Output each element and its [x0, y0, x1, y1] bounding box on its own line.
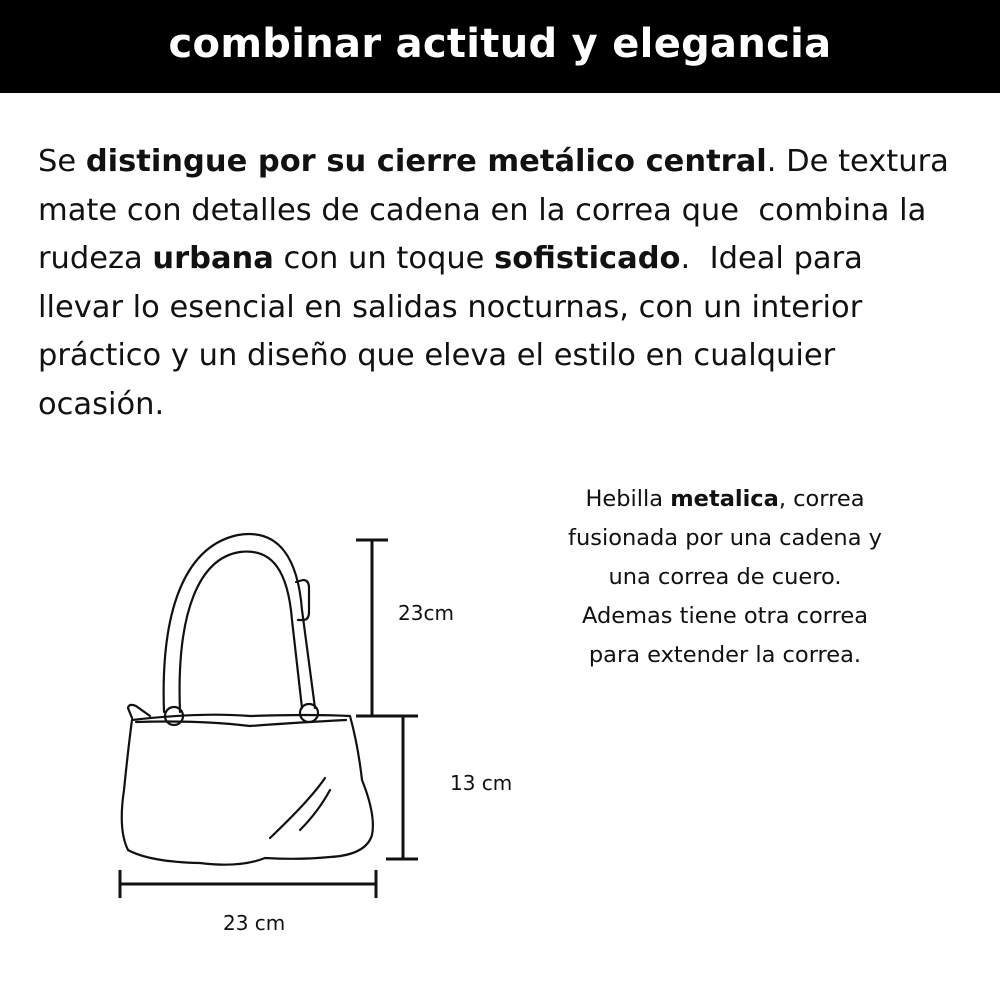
right-ring: [300, 704, 318, 722]
strap-inner: [180, 552, 302, 712]
feature-note-segment: metalica: [670, 486, 779, 512]
width-label: 23 cm: [223, 911, 286, 935]
fold-line-2: [300, 790, 330, 830]
description-segment: . Ideal para llevar lo esencial en salidas nocturnas, con un interior práctico y un diseño que eleva el estilo en cualquier ocasión.: [38, 241, 863, 422]
bag-body: [122, 715, 373, 865]
description-segment: sofisticado: [494, 241, 681, 276]
body-height-label: 13 cm: [450, 771, 513, 795]
description-segment: con un toque: [273, 241, 495, 276]
feature-note-segment: Hebilla: [585, 486, 671, 512]
description-segment: distingue por su cierre metálico central: [85, 144, 767, 179]
zipper-pull: [128, 705, 150, 718]
fold-line-1: [270, 778, 325, 838]
handbag-icon: [122, 534, 373, 865]
feature-note-segment: , correa fusionada por una cadena y una correa de cuero. Ademas tiene otra correa para extender la correa.: [568, 486, 882, 668]
handle-height-label: 23cm: [398, 601, 454, 625]
description-segment: Se: [38, 144, 86, 179]
description-segment: urbana: [152, 241, 274, 276]
description-segment: . De textura mate con detalles de cadena en la correa que combina la rudeza: [38, 144, 949, 276]
banner-title: combinar actitud y elegancia: [168, 20, 832, 67]
